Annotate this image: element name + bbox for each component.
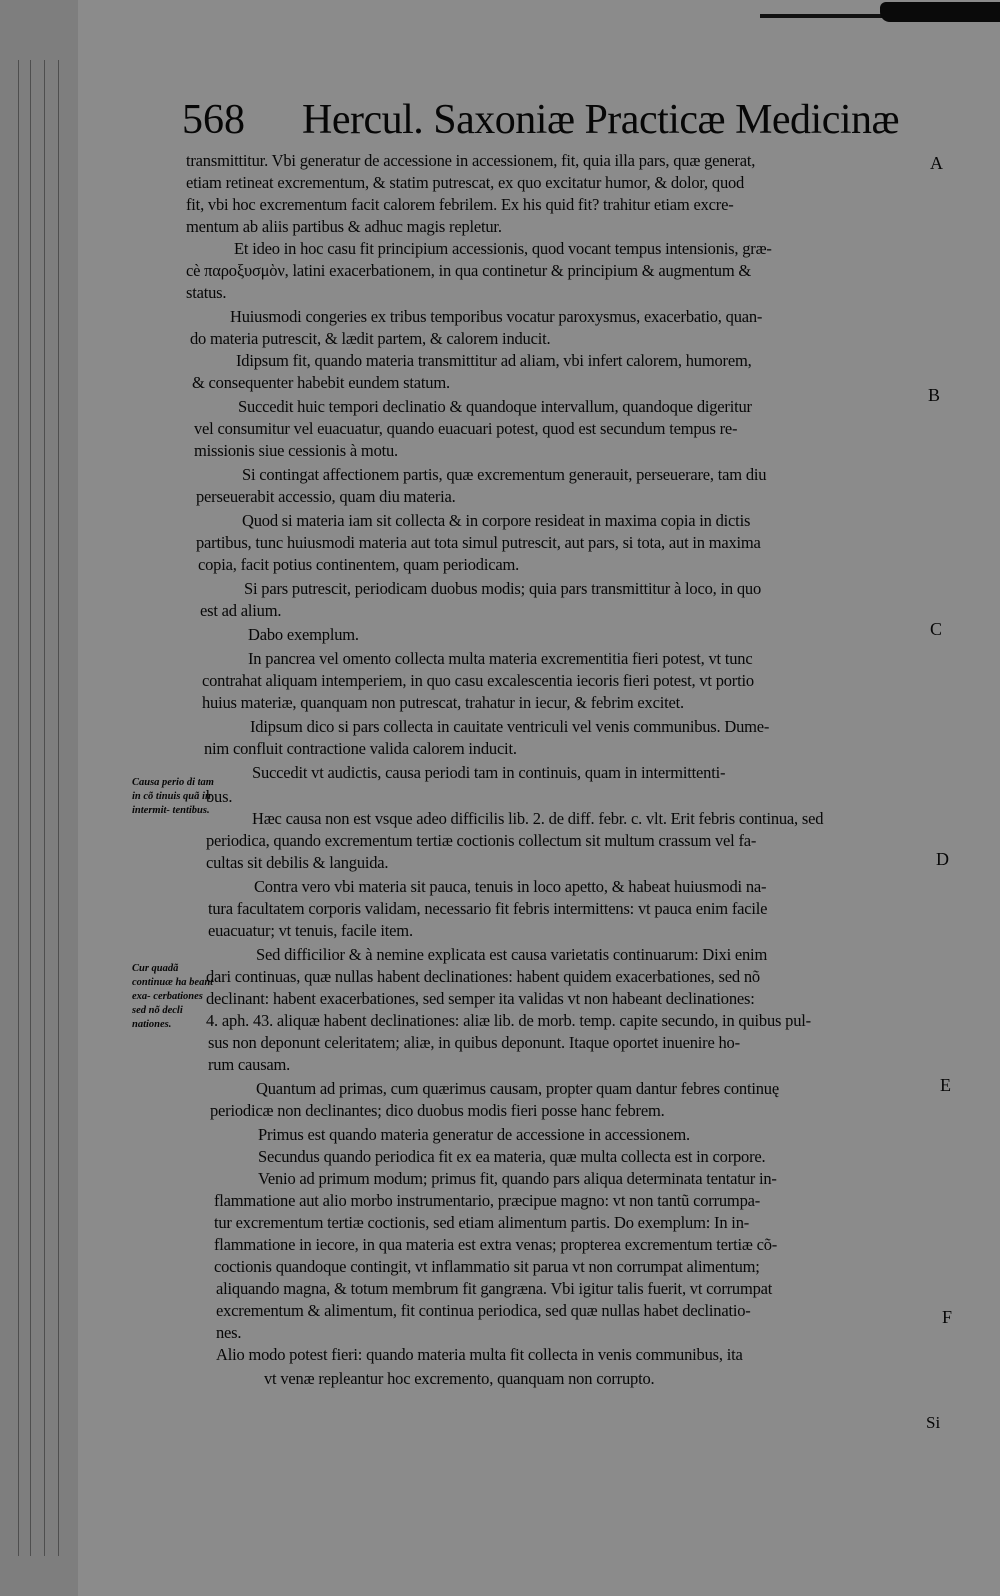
text-line: mentum ab aliis partibus & adhuc magis repletur. — [186, 217, 502, 236]
text-line: huius materiæ, quanquam non putrescat, trahatur in iecur, & febrim excitet. — [202, 693, 684, 712]
text-line: vel consumitur vel euacuatur, quando euacuari potest, quod est secundum tempus re- — [194, 419, 738, 438]
text-line: Si pars putrescit, periodicam duobus modis; quia pars transmittitur à loco, in quo — [244, 579, 762, 598]
text-line: Et ideo in hoc casu fit principium accessionis, quod vocant tempus intensionis, græ- — [234, 239, 772, 258]
running-head: Hercul. Saxoniæ Practicæ Medicinæ — [302, 97, 900, 143]
text-line: flammatione in iecore, in qua materia est extra venas; propterea excrementum tertiæ cõ- — [214, 1235, 778, 1254]
text-line: contrahat aliquam intemperiem, in quo casu excalescentia iecoris fieri potest, vt portio — [202, 671, 754, 690]
page-number: 568 — [182, 97, 245, 143]
text-line: vt venæ repleantur hoc excremento, quanquam non corrupto. — [264, 1369, 655, 1388]
text-line: declinant: habent exacerbationes, sed semper ita validas vt non habeant declinationes: — [206, 989, 755, 1008]
text-line: Succedit huic tempori declinatio & quandoque intervallum, quandoque digeritur — [238, 397, 752, 416]
text-line: nes. — [216, 1323, 242, 1342]
text-line: Secundus quando periodica fit ex ea materia, quæ multa collecta est in corpore. — [258, 1147, 766, 1166]
section-letter: E — [940, 1075, 951, 1095]
margin-note: Causa perio di tam in cõ tinuis quã in intermit- tentibus. — [132, 777, 214, 816]
text-line: fit, vbi hoc excrementum facit calorem febrilem. Ex his quid fit? trahitur etiam excre- — [186, 195, 734, 214]
page-header — [182, 92, 900, 148]
text-line: cè παροξυσμὸν, latini exacerbationem, in qua continetur & principium & augmentum & — [186, 261, 752, 280]
text-line: Alio modo potest fieri: quando materia multa fit collecta in venis communibus, ita — [216, 1345, 743, 1364]
text-line: dari continuas, quæ nullas habent declinationes: habent quidem exacerbationes, sed nõ — [206, 967, 760, 986]
text-line: Idipsum dico si pars collecta in cauitate ventriculi vel venis communibus. Dume- — [250, 717, 770, 736]
text-line: tur excrementum tertiæ coctionis, sed etiam alimentum partis. Do exemplum: In in- — [214, 1213, 750, 1232]
text-line: status. — [186, 283, 227, 302]
text-line: aliquando magna, & totum membrum fit gangræna. Vbi igitur talis fuerit, vt corrumpat — [216, 1279, 773, 1298]
text-line: Idipsum fit, quando materia transmittitur ad aliam, vbi infert calorem, humorem, — [236, 351, 752, 370]
text-line: perseuerabit accessio, quam diu materia. — [196, 487, 456, 506]
text-line: Venio ad primum modum; primus fit, quando pars aliqua determinata tentatur in- — [258, 1169, 777, 1188]
text-line: Contra vero vbi materia sit pauca, tenuis in loco apetto, & habeat huiusmodi na- — [254, 877, 767, 896]
text-line: cultas sit debilis & languida. — [206, 853, 389, 872]
text-line: coctionis quandoque contingit, vt inflammatio sit parua vt non corrumpat alimentum; — [214, 1257, 760, 1276]
section-letter: D — [936, 849, 949, 869]
text-line: euacuatur; vt tenuis, facile item. — [208, 921, 413, 940]
section-letter: C — [930, 619, 943, 639]
binding-edge — [0, 0, 78, 1596]
text-line: Quod si materia iam sit collecta & in corpore resideat in maxima copia in dictis — [242, 511, 751, 530]
text-line: rum causam. — [208, 1055, 291, 1074]
text-line: est ad alium. — [200, 601, 282, 620]
text-line: flammatione aut alio morbo instrumentario, præcipue magno: vt non tantũ corrumpa- — [214, 1191, 761, 1210]
text-line: In pancrea vel omento collecta multa materia excrementitia fieri potest, vt tunc — [248, 649, 753, 668]
text-line: Si contingat affectionem partis, quæ excrementum generauit, perseuerare, tam diu — [242, 465, 767, 484]
text-line: Sed difficilior & à nemine explicata est causa varietatis continuarum: Dixi enim — [256, 945, 768, 964]
text-line: missionis siue cessionis à motu. — [194, 441, 398, 460]
text-line: 4. aph. 43. aliquæ habent declinationes: aliæ lib. de morb. temp. capite secundo, in quibus pul- — [206, 1011, 811, 1030]
section-letter: A — [930, 153, 943, 173]
text-line: sus non deponunt celeritatem; aliæ, in quibus deponunt. Itaque oportet inuenire ho- — [208, 1033, 740, 1052]
margin-note: Cur quadã continuæ ha beant exa- cerbationes sed nõ decli nationes. — [132, 963, 214, 1030]
text-line: partibus, tunc huiusmodi materia aut tota simul putrescit, aut pars, si tota, aut in maxima — [196, 533, 761, 552]
text-line: excrementum & alimentum, fit continua periodica, sed quæ nullas habet declinatio- — [216, 1301, 751, 1320]
text-line: copia, facit potius continentem, quam periodicam. — [198, 555, 520, 574]
text-line: do materia putrescit, & lædit partem, & calorem inducit. — [190, 329, 551, 348]
text-line: periodicæ non declinantes; dico duobus modis fieri posse hanc febrem. — [210, 1101, 665, 1120]
text-line: Dabo exemplum. — [248, 625, 359, 644]
top-edge-smear — [760, 0, 1000, 26]
text-line: transmittitur. Vbi generatur de accessione in accessionem, fit, quia illa pars, quæ generat, — [186, 151, 756, 170]
text-line: periodica, quando excrementum tertiæ coctionis collectum sit multum crassum vel fa- — [206, 831, 757, 850]
text-line: Hæc causa non est vsque adeo difficilis lib. 2. de diff. febr. c. vlt. Erit febris continua, sed — [252, 809, 824, 828]
text-line: Succedit vt audictis, causa periodi tam in continuis, quam in intermittenti- — [252, 763, 726, 782]
text-line: Primus est quando materia generatur de accessione in accessionem. — [258, 1125, 690, 1144]
catchword: Si — [926, 1413, 941, 1432]
text-line: & consequenter habebit eundem statum. — [192, 373, 450, 392]
text-line: bus. — [206, 787, 233, 806]
text-line: tura facultatem corporis validam, necessario fit febris intermittens: vt pauca enim facile — [208, 899, 768, 918]
text-line: Huiusmodi congeries ex tribus temporibus vocatur paroxysmus, exacerbatio, quan- — [230, 307, 763, 326]
text-line: nim confluit contractione valida calorem inducit. — [204, 739, 517, 758]
text-line: etiam retineat excrementum, & statim putrescat, ex quo excitatur humor, & dolor, quod — [186, 173, 745, 192]
section-letter: F — [942, 1307, 953, 1327]
text-line: Quantum ad primas, cum quærimus causam, propter quam dantur febres continuę — [256, 1079, 779, 1098]
section-letter: B — [928, 385, 941, 405]
